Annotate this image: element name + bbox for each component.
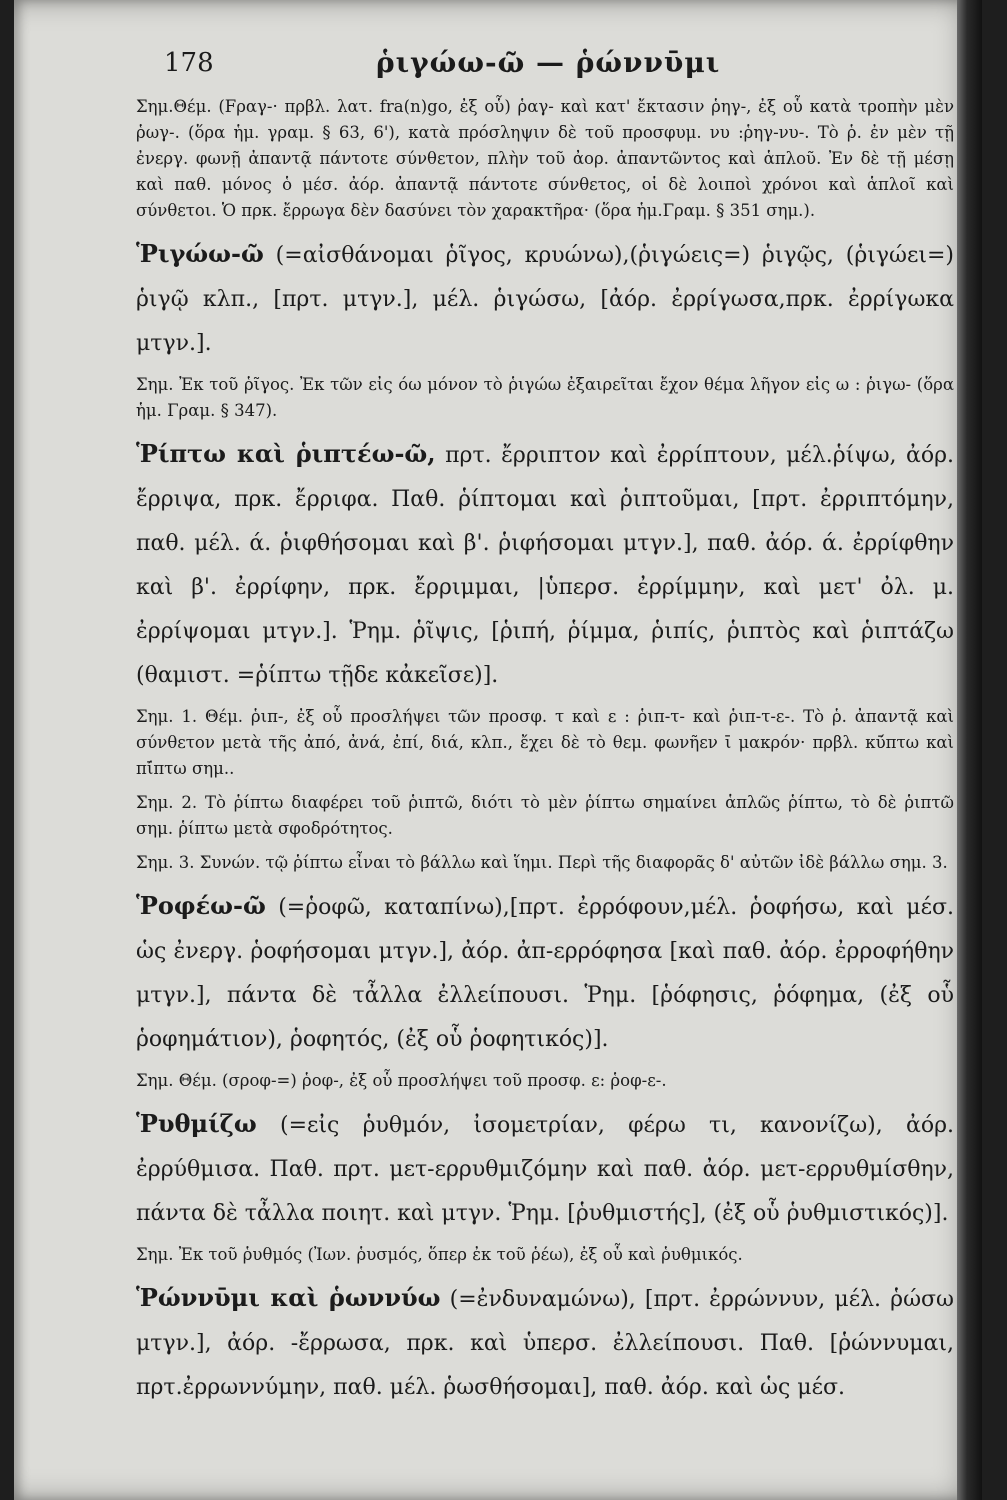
page-number: 178 [164, 48, 214, 78]
note-paragraph: Σημ. 1. Θέμ. ῥιπ-, ἐξ οὗ προσλήψει τῶν προσφ. τ καὶ ε : ῥιπ-τ- καὶ ῥιπ-τ-ε-. Τὸ ῥ. ἀπαντᾷ καὶ σύνθετον μετὰ τῆς ἀπό, ἀνά, ἐπί, διά, κλπ., ἔχει δὲ τὸ θεμ. φωνῆεν ῑ μακρόν· πρβλ. κῡ́πτω καὶ πῑ́πτω σημ.. [136, 707, 954, 778]
entry-text: (=εἰς ῥυθμόν, ἰσομετρίαν, φέρω τι, κανονίζω), ἀόρ. ἐρρύθμισα. Παθ. πρτ. μετ-ερρυθμιζόμην καὶ παθ. ἀόρ. μετ-ερρυθμίσθην, πάντα δὲ τἆλλα ποιητ. καὶ μτγν. Ῥημ. [ῥυθμιστής], (ἐξ οὗ ῥυθμιστικός)]. [136, 1113, 954, 1226]
note-paragraph: Σημ. Ἐκ τοῦ ῥυθμός (Ἰων. ῥυσμός, ὅπερ ἐκ τοῦ ῥέω), ἐξ οὗ καὶ ῥυθμικός. [136, 1245, 743, 1264]
dictionary-entry [106, 232, 954, 366]
entry-lemma: Ῥώννῡμι καὶ ῥωννύω [136, 1283, 441, 1312]
page-content [106, 44, 954, 1416]
dictionary-entry [106, 432, 954, 698]
entry-text: πρτ. ἔρριπτον καὶ ἐρρίπτουν, μέλ.ῥίψω, ἀόρ. ἔρριψα, πρκ. ἔρριφα. Παθ. ῥίπτομαι καὶ ῥιπτοῦμαι, [πρτ. ἐρριπτόμην, παθ. μέλ. ά. ῥιφθήσομαι καὶ β'. ῥιφήσομαι μτγν.], παθ. ἀόρ. ά. ἐρρίφθην καὶ β'. ἐρρίφην, πρκ. ἔρριμμαι, |ὑπερσ. ἐρρίμμην, καὶ μετ' ὀλ. μ. ἐρρίψομαι μτγν.]. Ῥημ. ῥῖψις, [ῥιπή, ῥίμμα, ῥιπίς, ῥιπτὸς καὶ ῥιπτάζω (θαμιστ. =ῥίπτω τῇδε κἀκεῖσε)]. [136, 443, 954, 688]
entry-lemma: Ῥιγώω-ῶ [136, 239, 264, 268]
dictionary-entry [106, 1276, 954, 1410]
dictionary-entry [106, 1102, 954, 1236]
entry-text: (=ῥοφῶ, καταπίνω),[πρτ. ἐρρόφουν,μέλ. ῥοφήσω, καὶ μέσ. ὡς ἐνεργ. ῥοφήσομαι μτγν.], ἀόρ. ἀπ-ερρόφησα [καὶ παθ. ἀόρ. ἐρροφήθην μτγν.], πάντα δὲ τἆλλα ἐλλείπουσι. Ῥημ. [ῥόφησις, ῥόφημα, (ἐξ οὗ ῥοφημάτιον), ῥοφητός, (ἐξ οὗ ῥοφητικός)]. [136, 895, 954, 1052]
entry-lemma: Ῥοφέω-ῶ [136, 891, 266, 920]
book-page [14, 0, 982, 1500]
note-paragraph: Σημ. 3. Συνών. τῷ ῥίπτω εἶναι τὸ βάλλω καὶ ἵημι. Περὶ τῆς διαφορᾶς δ' αὐτῶν ἰδὲ βάλλω σημ. 3. [136, 853, 948, 872]
entry-text: (=αἰσθάνομαι ῥῖγος, κρυώνω),(ῥιγώεις=) ῥιγῷς, (ῥιγώει=) ῥιγῷ κλπ., [πρτ. μτγν.], μέλ. ῥιγώσω, [ἀόρ. ἐρρίγωσα,πρκ. ἐρρίγωκα μτγν.]. [136, 243, 955, 356]
dictionary-entry [106, 884, 954, 1062]
page-header [106, 44, 954, 94]
entry-text: (=ἐνδυναμώνω), [πρτ. ἐρρώννυν, μέλ. ῥώσω μτγν.], ἀόρ. -ἔρρωσα, πρκ. καὶ ὑπερσ. ἐλλείπουσι. Παθ. [ῥώννυμαι, πρτ.ἐρρωννύμην, παθ. μέλ. ῥωσθήσομαι], παθ. ἀόρ. καὶ ὡς μέσ. [136, 1287, 954, 1400]
running-head: ῥιγώω-ῶ — ῥώννῡμι [376, 46, 721, 79]
book-gutter-shadow [957, 0, 982, 1500]
entry-lemma: Ῥίπτω καὶ ῥιπτέω-ῶ, [136, 439, 436, 468]
note-paragraph: Σημ.Θέμ. (Fραγ-· πρβλ. λατ. fra(n)go, ἐξ οὗ) ῥαγ- καὶ κατ' ἔκτασιν ῥηγ-, ἐξ οὗ κατὰ τροπὴν μὲν ῥωγ-. (ὅρα ἡμ. γραμ. § 63, 6'), κατὰ πρόσληψιν δὲ τοῦ προσφυμ. νυ :ῥηγ-νυ-. Τὸ ῥ. ἐν μὲν τῇ ἐνεργ. φωνῇ ἀπαντᾷ πάντοτε σύνθετον, πλὴν τοῦ ἀορ. ἀπαντῶντος καὶ ἁπλοῦ. Ἐν δὲ τῇ μέσῃ καὶ παθ. μόνος ὁ μέσ. ἀόρ. ἀπαντᾷ πάντοτε σύνθετος, οἱ δὲ λοιποὶ χρόνοι καὶ ἁπλοῖ καὶ σύνθετοι. Ὁ πρκ. ἔρρωγα δὲν δασύνει τὸν χαρακτῆρα· (ὅρα ἡμ.Γραμ. § 351 σημ.). [136, 97, 954, 220]
note-paragraph: Σημ. Θέμ. (σροφ-=) ῥοφ-, ἐξ οὗ προσλήψει τοῦ προσφ. ε: ῥοφ-ε-. [136, 1071, 667, 1090]
entry-lemma: Ῥυθμίζω [136, 1109, 257, 1138]
note-paragraph: Σημ. 2. Τὸ ῥίπτω διαφέρει τοῦ ῥιπτῶ, διότι τὸ μὲν ῥίπτω σημαίνει ἁπλῶς ῥίπτω, τὸ δὲ ῥιπτῶ σημ. ῥίπτω μετὰ σφοδρότητος. [136, 793, 954, 838]
note-paragraph: Σημ. Ἐκ τοῦ ῥῖγος. Ἐκ τῶν εἰς όω μόνον τὸ ῥιγώω ἐξαιρεῖται ἔχον θέμα λῆγον εἰς ω : ῥιγω- (ὅρα ἡμ. Γραμ. § 347). [136, 375, 954, 420]
